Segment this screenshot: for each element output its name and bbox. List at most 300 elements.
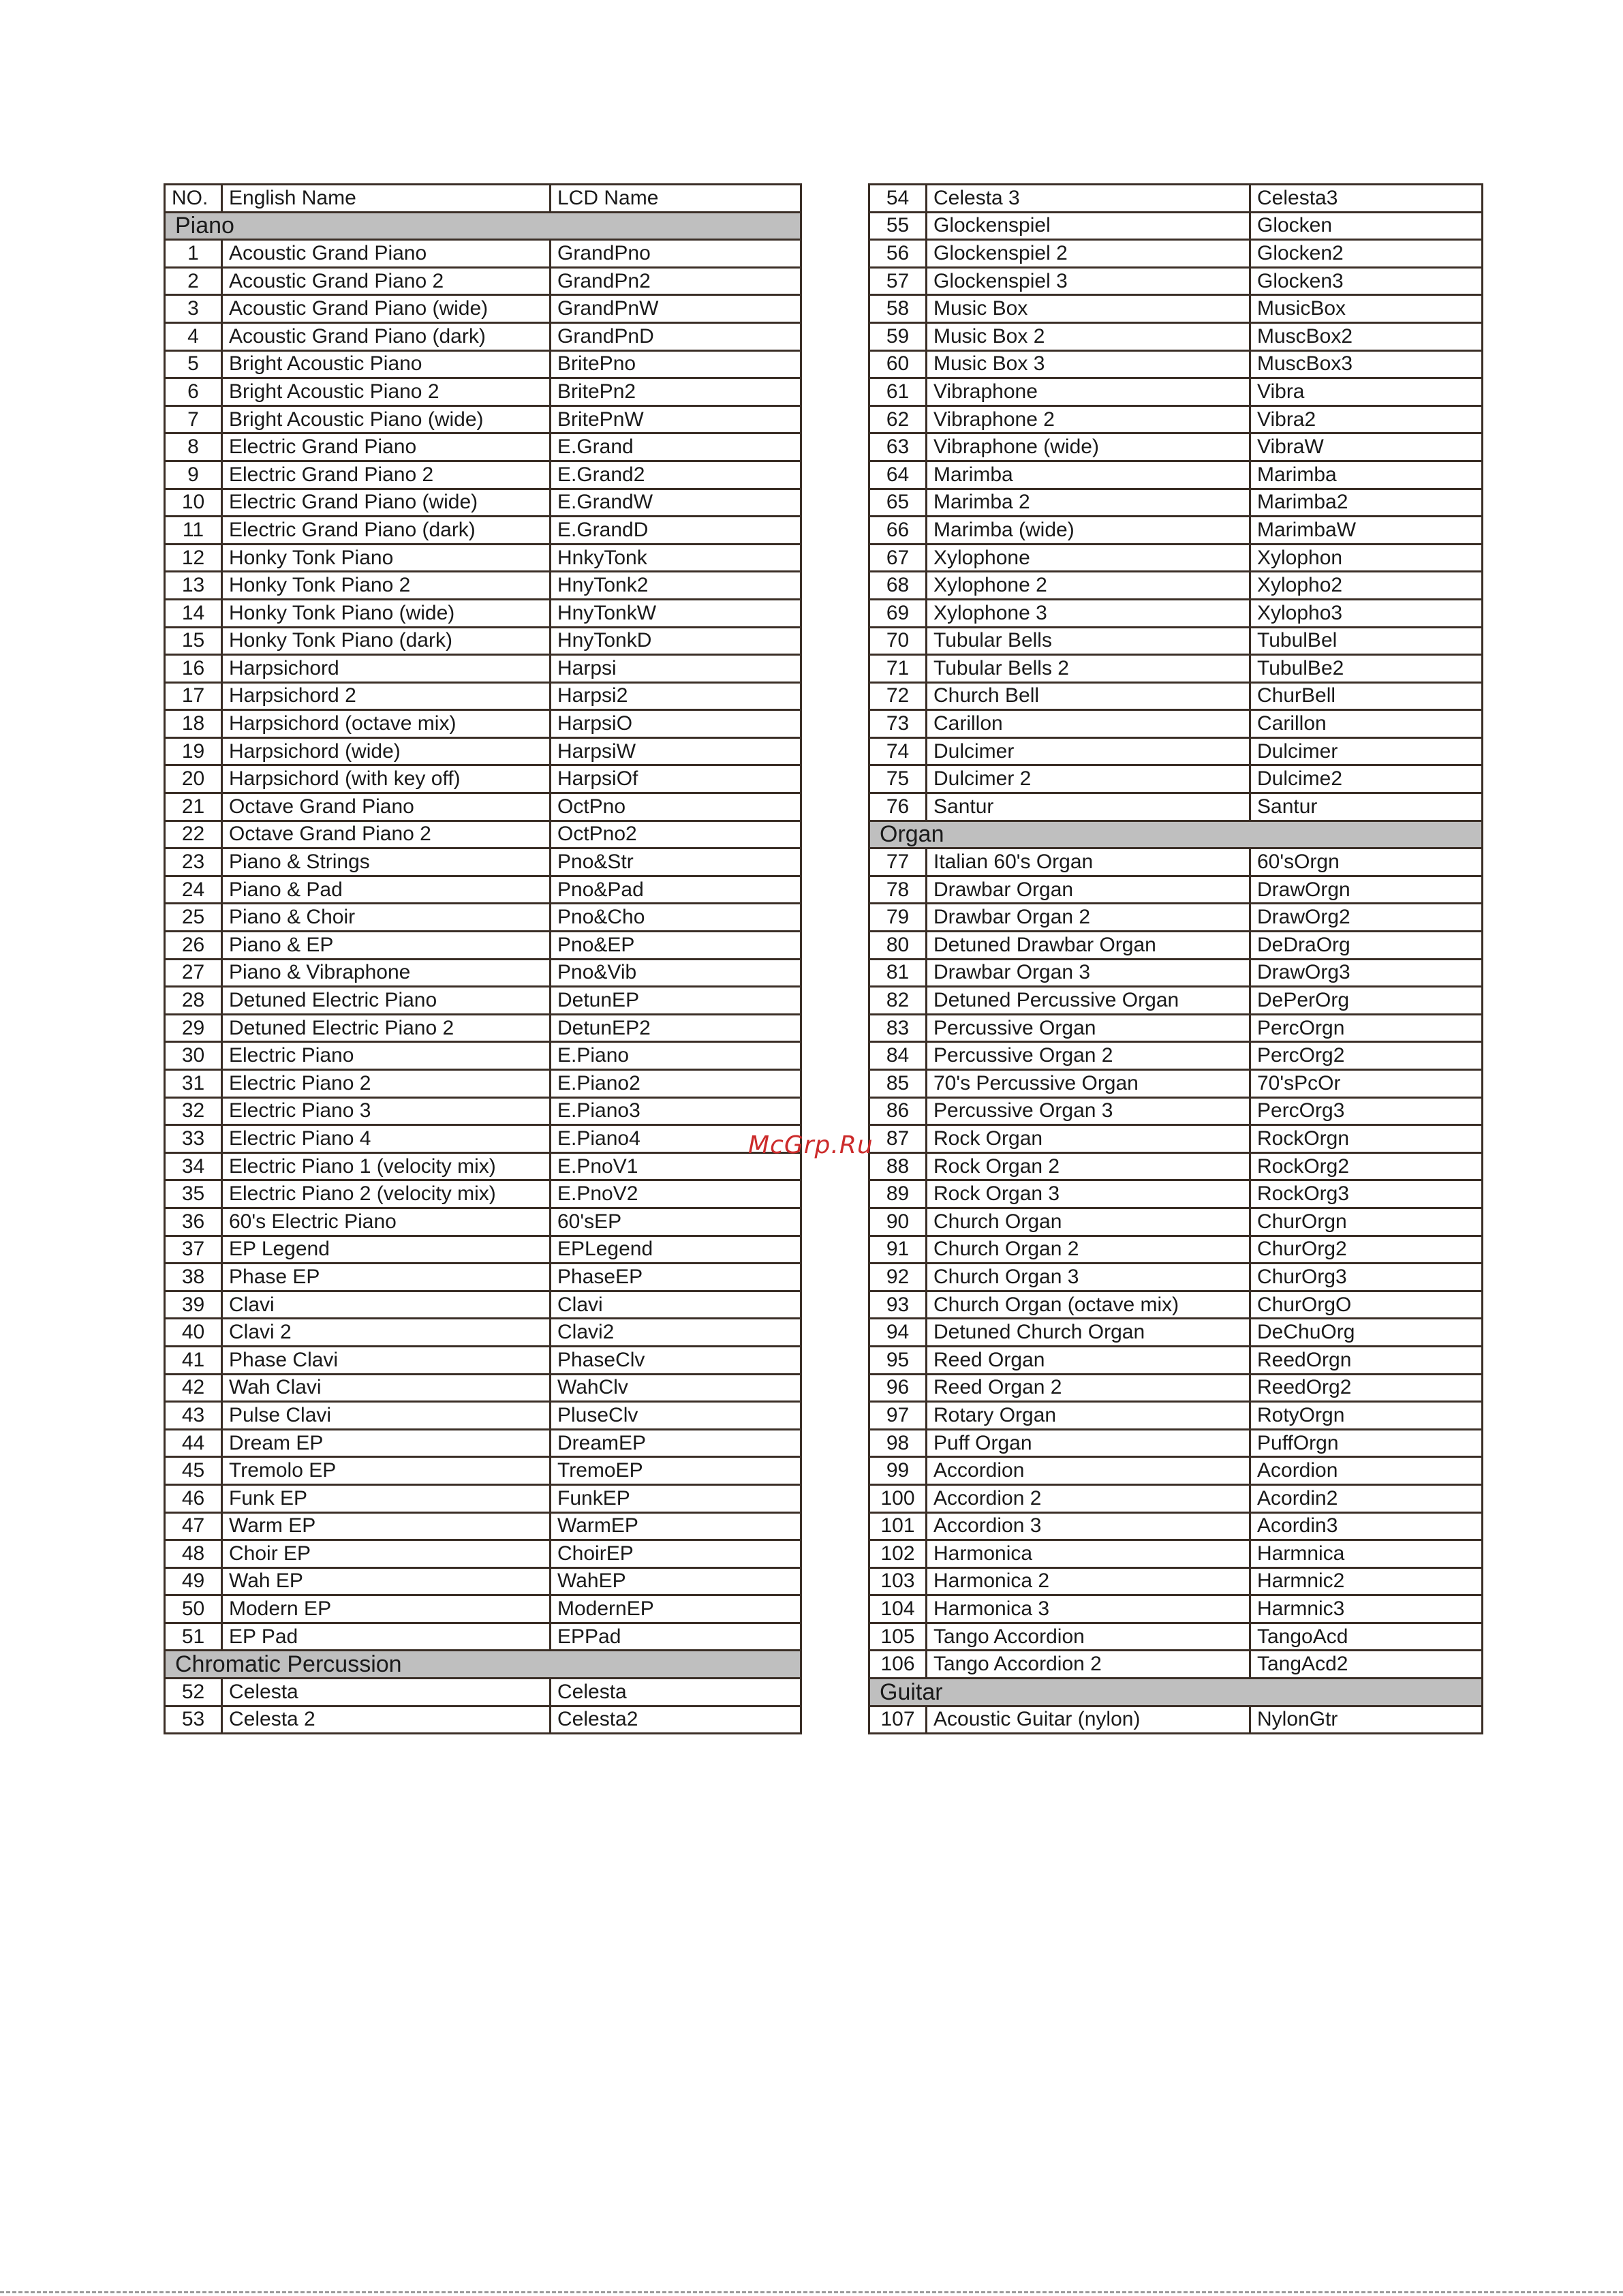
table-row	[165, 461, 801, 489]
table-row	[165, 848, 801, 876]
table-row	[869, 1208, 1483, 1236]
table-row	[165, 1484, 801, 1512]
table-row	[869, 1595, 1483, 1623]
voice-lcd-name: Pno&Vib	[551, 959, 801, 987]
voice-number: 99	[869, 1457, 927, 1485]
voice-number: 55	[869, 212, 927, 240]
voice-lcd-name: DrawOrg3	[1250, 959, 1483, 987]
table-row	[869, 1152, 1483, 1180]
voice-english-name: Glockenspiel	[927, 212, 1250, 240]
voice-lcd-name: DeDraOrg	[1250, 932, 1483, 960]
voice-english-name: Electric Piano 2 (velocity mix)	[222, 1180, 551, 1208]
voice-lcd-name: MarimbaW	[1250, 517, 1483, 545]
table-row	[869, 959, 1483, 987]
voice-english-name: Bright Acoustic Piano	[222, 350, 551, 378]
table-row	[165, 1706, 801, 1734]
voice-english-name: Puff Organ	[927, 1429, 1250, 1457]
table-row	[165, 655, 801, 683]
voice-lcd-name: ReedOrgn	[1250, 1346, 1483, 1374]
table-row	[165, 1457, 801, 1485]
voice-number: 102	[869, 1540, 927, 1568]
voice-lcd-name: E.Grand	[551, 433, 801, 461]
voice-number: 10	[165, 489, 222, 517]
voice-lcd-name: ReedOrg2	[1250, 1374, 1483, 1402]
voice-number: 65	[869, 489, 927, 517]
voice-lcd-name: DrawOrg2	[1250, 904, 1483, 932]
voice-number: 38	[165, 1264, 222, 1291]
voice-english-name: Accordion 3	[927, 1512, 1250, 1540]
voice-number: 18	[165, 710, 222, 738]
voice-number: 46	[165, 1484, 222, 1512]
voice-lcd-name: TubulBe2	[1250, 655, 1483, 683]
voice-lcd-name: PhaseEP	[551, 1264, 801, 1291]
voice-number: 53	[165, 1706, 222, 1734]
table-row	[165, 1291, 801, 1319]
table-row	[165, 350, 801, 378]
voice-english-name: Piano & Strings	[222, 848, 551, 876]
table-row	[165, 1540, 801, 1568]
voice-lcd-name: MusicBox	[1250, 295, 1483, 323]
voice-number: 89	[869, 1180, 927, 1208]
table-row	[165, 1679, 801, 1706]
voice-english-name: Accordion 2	[927, 1484, 1250, 1512]
voice-lcd-name: HnyTonkD	[551, 627, 801, 655]
voice-english-name: Piano & Choir	[222, 904, 551, 932]
voice-lcd-name: RockOrgn	[1250, 1125, 1483, 1153]
voice-english-name: Harpsichord (octave mix)	[222, 710, 551, 738]
voice-english-name: Vibraphone	[927, 378, 1250, 406]
voice-english-name: Piano & Pad	[222, 876, 551, 904]
voice-english-name: Detuned Electric Piano 2	[222, 1014, 551, 1042]
voice-english-name: Electric Piano	[222, 1042, 551, 1070]
voice-lcd-name: TubulBel	[1250, 627, 1483, 655]
voice-lcd-name: Harmnica	[1250, 1540, 1483, 1568]
voice-lcd-name: E.Piano2	[551, 1070, 801, 1098]
voice-number: 42	[165, 1374, 222, 1402]
voice-number: 35	[165, 1180, 222, 1208]
voice-english-name: Wah EP	[222, 1567, 551, 1595]
voice-english-name: Marimba	[927, 461, 1250, 489]
table-row	[869, 433, 1483, 461]
table-row	[165, 1125, 801, 1153]
voice-lcd-name: HarpsiW	[551, 737, 801, 765]
voice-english-name: Honky Tonk Piano (wide)	[222, 599, 551, 627]
voice-number: 8	[165, 433, 222, 461]
table-row	[165, 1402, 801, 1430]
voice-lcd-name: Clavi2	[551, 1319, 801, 1347]
voice-lcd-name: Santur	[1250, 793, 1483, 821]
voice-lcd-name: Celesta2	[551, 1706, 801, 1734]
voice-lcd-name: ChoirEP	[551, 1540, 801, 1568]
table-row	[869, 627, 1483, 655]
table-row	[869, 1319, 1483, 1347]
voice-lcd-name: Xylopho2	[1250, 572, 1483, 600]
voice-lcd-name: PluseClv	[551, 1402, 801, 1430]
voice-number: 96	[869, 1374, 927, 1402]
voice-english-name: Dulcimer	[927, 737, 1250, 765]
voice-number: 44	[165, 1429, 222, 1457]
table-row	[869, 1264, 1483, 1291]
table-row	[165, 405, 801, 433]
voice-english-name: Celesta 2	[222, 1706, 551, 1734]
voice-english-name: Electric Piano 4	[222, 1125, 551, 1153]
voice-number: 5	[165, 350, 222, 378]
voice-number: 21	[165, 793, 222, 821]
voice-number: 90	[869, 1208, 927, 1236]
voice-english-name: Electric Piano 3	[222, 1097, 551, 1125]
voice-number: 84	[869, 1042, 927, 1070]
voice-lcd-name: Marimba	[1250, 461, 1483, 489]
voice-lcd-name: MuscBox3	[1250, 350, 1483, 378]
voice-english-name: Harpsichord 2	[222, 682, 551, 710]
voice-number: 11	[165, 517, 222, 545]
voice-english-name: Rock Organ 3	[927, 1180, 1250, 1208]
voice-lcd-name: Acordin2	[1250, 1484, 1483, 1512]
voice-english-name: Xylophone 3	[927, 599, 1250, 627]
section-header-row	[869, 1679, 1483, 1706]
voice-lcd-name: HarpsiOf	[551, 765, 801, 793]
column-header-english-name: English Name	[222, 185, 551, 213]
table-row	[869, 932, 1483, 960]
voice-number: 74	[869, 737, 927, 765]
voice-lcd-name: GrandPn2	[551, 267, 801, 295]
voice-number: 83	[869, 1014, 927, 1042]
voice-english-name: Tango Accordion	[927, 1623, 1250, 1651]
voice-number: 79	[869, 904, 927, 932]
table-row	[869, 655, 1483, 683]
voice-lcd-name: GrandPno	[551, 240, 801, 268]
voice-english-name: Harmonica 2	[927, 1567, 1250, 1595]
voice-number: 71	[869, 655, 927, 683]
voice-number: 58	[869, 295, 927, 323]
voice-lcd-name: FunkEP	[551, 1484, 801, 1512]
table-row	[869, 1623, 1483, 1651]
voice-lcd-name: Harpsi2	[551, 682, 801, 710]
voice-table-left-body	[165, 185, 801, 1734]
voice-number: 3	[165, 295, 222, 323]
section-header-row	[165, 1651, 801, 1679]
voice-english-name: Octave Grand Piano 2	[222, 821, 551, 848]
voice-lcd-name: GrandPnD	[551, 322, 801, 350]
voice-lcd-name: RotyOrgn	[1250, 1402, 1483, 1430]
voice-english-name: Warm EP	[222, 1512, 551, 1540]
voice-english-name: Phase Clavi	[222, 1346, 551, 1374]
table-row	[869, 517, 1483, 545]
voice-number: 36	[165, 1208, 222, 1236]
section-label: Chromatic Percussion	[165, 1651, 801, 1679]
table-row	[869, 461, 1483, 489]
voice-lcd-name: PuffOrgn	[1250, 1429, 1483, 1457]
section-header-row	[165, 212, 801, 240]
voice-number: 68	[869, 572, 927, 600]
voice-number: 32	[165, 1097, 222, 1125]
voice-lcd-name: Dulcime2	[1250, 765, 1483, 793]
table-row	[869, 848, 1483, 876]
table-row	[165, 1319, 801, 1347]
voice-number: 72	[869, 682, 927, 710]
voice-number: 91	[869, 1236, 927, 1264]
voice-lcd-name: HnyTonk2	[551, 572, 801, 600]
table-row	[869, 1429, 1483, 1457]
table-row	[869, 1484, 1483, 1512]
table-row	[869, 765, 1483, 793]
voice-number: 27	[165, 959, 222, 987]
voice-lcd-name: HnyTonkW	[551, 599, 801, 627]
voice-english-name: Harpsichord (with key off)	[222, 765, 551, 793]
voice-english-name: Clavi 2	[222, 1319, 551, 1347]
table-row	[869, 599, 1483, 627]
voice-number: 49	[165, 1567, 222, 1595]
voice-english-name: Acoustic Grand Piano 2	[222, 267, 551, 295]
table-row	[165, 1097, 801, 1125]
voice-english-name: 60's Electric Piano	[222, 1208, 551, 1236]
voice-english-name: Church Organ	[927, 1208, 1250, 1236]
voice-english-name: Italian 60's Organ	[927, 848, 1250, 876]
voice-number: 41	[165, 1346, 222, 1374]
voice-english-name: Celesta 3	[927, 185, 1250, 213]
voice-english-name: Santur	[927, 793, 1250, 821]
voice-number: 52	[165, 1679, 222, 1706]
voice-number: 75	[869, 765, 927, 793]
voice-table-left	[164, 183, 802, 1734]
voice-lcd-name: PercOrg3	[1250, 1097, 1483, 1125]
voice-lcd-name: Glocken	[1250, 212, 1483, 240]
table-row	[165, 544, 801, 572]
voice-number: 37	[165, 1236, 222, 1264]
table-row	[165, 1070, 801, 1098]
voice-number: 93	[869, 1291, 927, 1319]
voice-english-name: Electric Piano 1 (velocity mix)	[222, 1152, 551, 1180]
table-row	[165, 1567, 801, 1595]
voice-english-name: Octave Grand Piano	[222, 793, 551, 821]
table-row	[165, 1512, 801, 1540]
voice-english-name: Choir EP	[222, 1540, 551, 1568]
voice-english-name: Vibraphone 2	[927, 405, 1250, 433]
voice-english-name: Piano & Vibraphone	[222, 959, 551, 987]
voice-lcd-name: PercOrg2	[1250, 1042, 1483, 1070]
voice-lcd-name: Pno&EP	[551, 932, 801, 960]
voice-english-name: Tremolo EP	[222, 1457, 551, 1485]
voice-english-name: Rotary Organ	[927, 1402, 1250, 1430]
voice-english-name: Acoustic Grand Piano (wide)	[222, 295, 551, 323]
voice-english-name: Carillon	[927, 710, 1250, 738]
table-row	[165, 572, 801, 600]
voice-number: 20	[165, 765, 222, 793]
voice-lcd-name: DetunEP2	[551, 1014, 801, 1042]
voice-lcd-name: ChurOrgn	[1250, 1208, 1483, 1236]
voice-english-name: Acoustic Grand Piano (dark)	[222, 322, 551, 350]
table-row	[869, 737, 1483, 765]
table-row	[869, 1402, 1483, 1430]
table-row	[869, 987, 1483, 1015]
voice-english-name: Detuned Percussive Organ	[927, 987, 1250, 1015]
voice-english-name: Music Box 2	[927, 322, 1250, 350]
table-row	[869, 1042, 1483, 1070]
voice-number: 29	[165, 1014, 222, 1042]
voice-number: 28	[165, 987, 222, 1015]
voice-number: 45	[165, 1457, 222, 1485]
voice-english-name: Glockenspiel 3	[927, 267, 1250, 295]
voice-english-name: Bright Acoustic Piano 2	[222, 378, 551, 406]
voice-english-name: Church Bell	[927, 682, 1250, 710]
voice-number: 77	[869, 848, 927, 876]
voice-number: 50	[165, 1595, 222, 1623]
voice-english-name: Music Box 3	[927, 350, 1250, 378]
voice-english-name: Electric Grand Piano (dark)	[222, 517, 551, 545]
voice-lcd-name: BritePno	[551, 350, 801, 378]
table-row	[869, 322, 1483, 350]
voice-number: 25	[165, 904, 222, 932]
voice-number: 9	[165, 461, 222, 489]
voice-number: 76	[869, 793, 927, 821]
voice-number: 62	[869, 405, 927, 433]
table-row	[869, 212, 1483, 240]
table-row	[869, 1540, 1483, 1568]
voice-lcd-name: Clavi	[551, 1291, 801, 1319]
voice-lcd-name: DetunEP	[551, 987, 801, 1015]
voice-english-name: Phase EP	[222, 1264, 551, 1291]
table-row	[165, 1208, 801, 1236]
voice-english-name: Honky Tonk Piano 2	[222, 572, 551, 600]
voice-number: 48	[165, 1540, 222, 1568]
voice-number: 78	[869, 876, 927, 904]
voice-lcd-name: MuscBox2	[1250, 322, 1483, 350]
voice-number: 31	[165, 1070, 222, 1098]
voice-number: 59	[869, 322, 927, 350]
table-row	[165, 1374, 801, 1402]
voice-lcd-name: Vibra	[1250, 378, 1483, 406]
voice-number: 82	[869, 987, 927, 1015]
table-row	[165, 876, 801, 904]
table-row	[869, 1512, 1483, 1540]
voice-lcd-name: HarpsiO	[551, 710, 801, 738]
voice-number: 57	[869, 267, 927, 295]
voice-lcd-name: ChurOrg3	[1250, 1264, 1483, 1291]
voice-english-name: Detuned Electric Piano	[222, 987, 551, 1015]
voice-english-name: Detuned Drawbar Organ	[927, 932, 1250, 960]
voice-english-name: Drawbar Organ	[927, 876, 1250, 904]
voice-english-name: Electric Grand Piano 2	[222, 461, 551, 489]
table-row	[165, 599, 801, 627]
table-row	[165, 1180, 801, 1208]
voice-lcd-name: Harmnic2	[1250, 1567, 1483, 1595]
voice-number: 2	[165, 267, 222, 295]
page-bottom-rule	[0, 2291, 1623, 2293]
voice-english-name: Detuned Church Organ	[927, 1319, 1250, 1347]
voice-number: 73	[869, 710, 927, 738]
voice-number: 92	[869, 1264, 927, 1291]
table-row	[165, 737, 801, 765]
table-row	[165, 1623, 801, 1651]
voice-number: 88	[869, 1152, 927, 1180]
voice-lcd-name: GrandPnW	[551, 295, 801, 323]
voice-number: 40	[165, 1319, 222, 1347]
voice-english-name: Percussive Organ 2	[927, 1042, 1250, 1070]
table-header-row	[165, 185, 801, 213]
voice-lcd-name: WahEP	[551, 1567, 801, 1595]
voice-english-name: Tubular Bells 2	[927, 655, 1250, 683]
voice-lcd-name: Celesta3	[1250, 185, 1483, 213]
section-header-row	[869, 821, 1483, 848]
voice-english-name: Church Organ 2	[927, 1236, 1250, 1264]
voice-english-name: Modern EP	[222, 1595, 551, 1623]
voice-lcd-name: E.Piano4	[551, 1125, 801, 1153]
voice-english-name: Pulse Clavi	[222, 1402, 551, 1430]
voice-lcd-name: ChurOrg2	[1250, 1236, 1483, 1264]
table-row	[165, 959, 801, 987]
table-row	[165, 322, 801, 350]
table-row	[869, 1070, 1483, 1098]
table-row	[869, 1291, 1483, 1319]
table-row	[869, 1097, 1483, 1125]
voice-number: 104	[869, 1595, 927, 1623]
voice-number: 70	[869, 627, 927, 655]
voice-number: 64	[869, 461, 927, 489]
table-row	[869, 710, 1483, 738]
voice-english-name: Xylophone 2	[927, 572, 1250, 600]
table-row	[165, 489, 801, 517]
voice-english-name: Harpsichord	[222, 655, 551, 683]
voice-english-name: Electric Grand Piano (wide)	[222, 489, 551, 517]
voice-english-name: Piano & EP	[222, 932, 551, 960]
voice-english-name: 70's Percussive Organ	[927, 1070, 1250, 1098]
table-row	[869, 1567, 1483, 1595]
voice-lcd-name: Marimba2	[1250, 489, 1483, 517]
voice-number: 51	[165, 1623, 222, 1651]
table-row	[165, 1152, 801, 1180]
table-row	[869, 295, 1483, 323]
table-row	[165, 1042, 801, 1070]
voice-lcd-name: PhaseClv	[551, 1346, 801, 1374]
voice-number: 101	[869, 1512, 927, 1540]
voice-number: 33	[165, 1125, 222, 1153]
voice-english-name: Xylophone	[927, 544, 1250, 572]
voice-table-right-body	[869, 185, 1483, 1734]
voice-number: 22	[165, 821, 222, 848]
voice-lcd-name: E.Grand2	[551, 461, 801, 489]
voice-lcd-name: WahClv	[551, 1374, 801, 1402]
voice-lcd-name: WarmEP	[551, 1512, 801, 1540]
table-row	[165, 240, 801, 268]
table-row	[165, 517, 801, 545]
voice-english-name: Church Organ 3	[927, 1264, 1250, 1291]
voice-english-name: Accordion	[927, 1457, 1250, 1485]
table-row	[869, 1180, 1483, 1208]
voice-english-name: Marimba (wide)	[927, 517, 1250, 545]
table-row	[165, 267, 801, 295]
table-row	[869, 793, 1483, 821]
voice-lcd-name: Glocken2	[1250, 240, 1483, 268]
table-row	[165, 1429, 801, 1457]
voice-lcd-name: E.Piano	[551, 1042, 801, 1070]
column-header-lcd-name: LCD Name	[551, 185, 801, 213]
voice-number: 56	[869, 240, 927, 268]
voice-english-name: Rock Organ	[927, 1125, 1250, 1153]
voice-number: 30	[165, 1042, 222, 1070]
voice-lcd-name: Glocken3	[1250, 267, 1483, 295]
voice-lcd-name: EPLegend	[551, 1236, 801, 1264]
voice-lcd-name: Acordion	[1250, 1457, 1483, 1485]
voice-english-name: Bright Acoustic Piano (wide)	[222, 405, 551, 433]
voice-lcd-name: Acordin3	[1250, 1512, 1483, 1540]
voice-english-name: Church Organ (octave mix)	[927, 1291, 1250, 1319]
voice-number: 34	[165, 1152, 222, 1180]
table-row	[869, 682, 1483, 710]
voice-lcd-name: PercOrgn	[1250, 1014, 1483, 1042]
table-row	[165, 710, 801, 738]
voice-english-name: Percussive Organ	[927, 1014, 1250, 1042]
voice-lcd-name: ChurOrgO	[1250, 1291, 1483, 1319]
